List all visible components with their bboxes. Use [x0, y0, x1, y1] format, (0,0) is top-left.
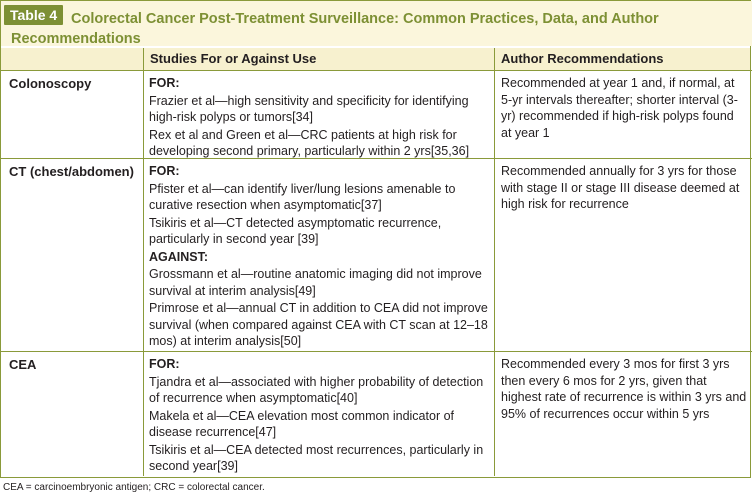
study-entry: Primrose et al—annual CT in addition to CEA did not improve survival (when compared against CEA with CT scan at 12–18 mos) at interim analysis[50] [149, 301, 488, 348]
study-entry: Grossmann et al—routine anatomic imaging did not improve survival at interim analysis[49] [149, 267, 482, 298]
table-title-bar [1, 1, 752, 46]
recommendation-cell-cea: Recommended every 3 mos for first 3 yrs then every 6 mos for 2 yrs, given that highest rate of recurrence is within 3 yrs and 95% of recurrences occur within 5 yrs [501, 357, 747, 421]
against-label: AGAINST: [149, 249, 209, 264]
for-label: FOR: [149, 357, 180, 371]
recommendation-cell-ct: Recommended annually for 3 yrs for those with stage II or stage III disease deemed at high risk for recurrence [501, 164, 740, 211]
study-entry: Tsikiris et al—CEA detected most recurrences, particularly in second year[39] [149, 442, 484, 473]
for-label: FOR: [149, 76, 180, 90]
for-label: FOR: [149, 164, 180, 178]
study-entry: Frazier et al—high sensitivity and specificity for identifying high-risk polyps or tumors[34] [149, 93, 469, 124]
column-header-recommendations: Author Recommendations [495, 48, 750, 70]
column-header-studies: Studies For or Against Use [144, 48, 494, 70]
row-label-colonoscopy: Colonoscopy [9, 76, 92, 91]
table-label-badge: Table 4 [4, 5, 63, 25]
recommendation-cell-colonoscopy: Recommended at year 1 and, if normal, at 5-yr intervals thereafter; shorter interval (3-yr) recommended if high-risk polyps found at year 1 [501, 76, 738, 140]
studies-cell-colonoscopy [149, 75, 489, 161]
column-header-blank [1, 48, 143, 70]
row-label-cea: CEA [9, 357, 37, 372]
table-title: Colorectal Cancer Post-Treatment Surveillance: Common Practices, Data, and Author Recommendations [11, 11, 659, 47]
studies-cell-ct [149, 163, 489, 351]
study-entry: Tsikiris et al—CT detected asymptomatic recurrence, particularly in second year [39] [149, 215, 442, 246]
study-entry: Rex et al and Green et al—CRC patients at high risk for developing second primary, particularly within 2 yrs[35,36] [149, 127, 470, 158]
study-entry: Makela et al—CEA elevation most common indicator of disease recurrence[47] [149, 408, 454, 439]
study-entry: Pfister et al—can identify liver/lung lesions amenable to curative resection when asymptomatic[37] [149, 181, 456, 212]
table-footnote: CEA = carcinoembryonic antigen; CRC = colorectal cancer. [3, 482, 265, 493]
row-label-ct: CT (chest/abdomen) [9, 164, 134, 179]
studies-cell-cea [149, 356, 489, 476]
study-entry: Tjandra et al—associated with higher probability of detection of recurrence when asymptomatic[40] [149, 374, 484, 405]
